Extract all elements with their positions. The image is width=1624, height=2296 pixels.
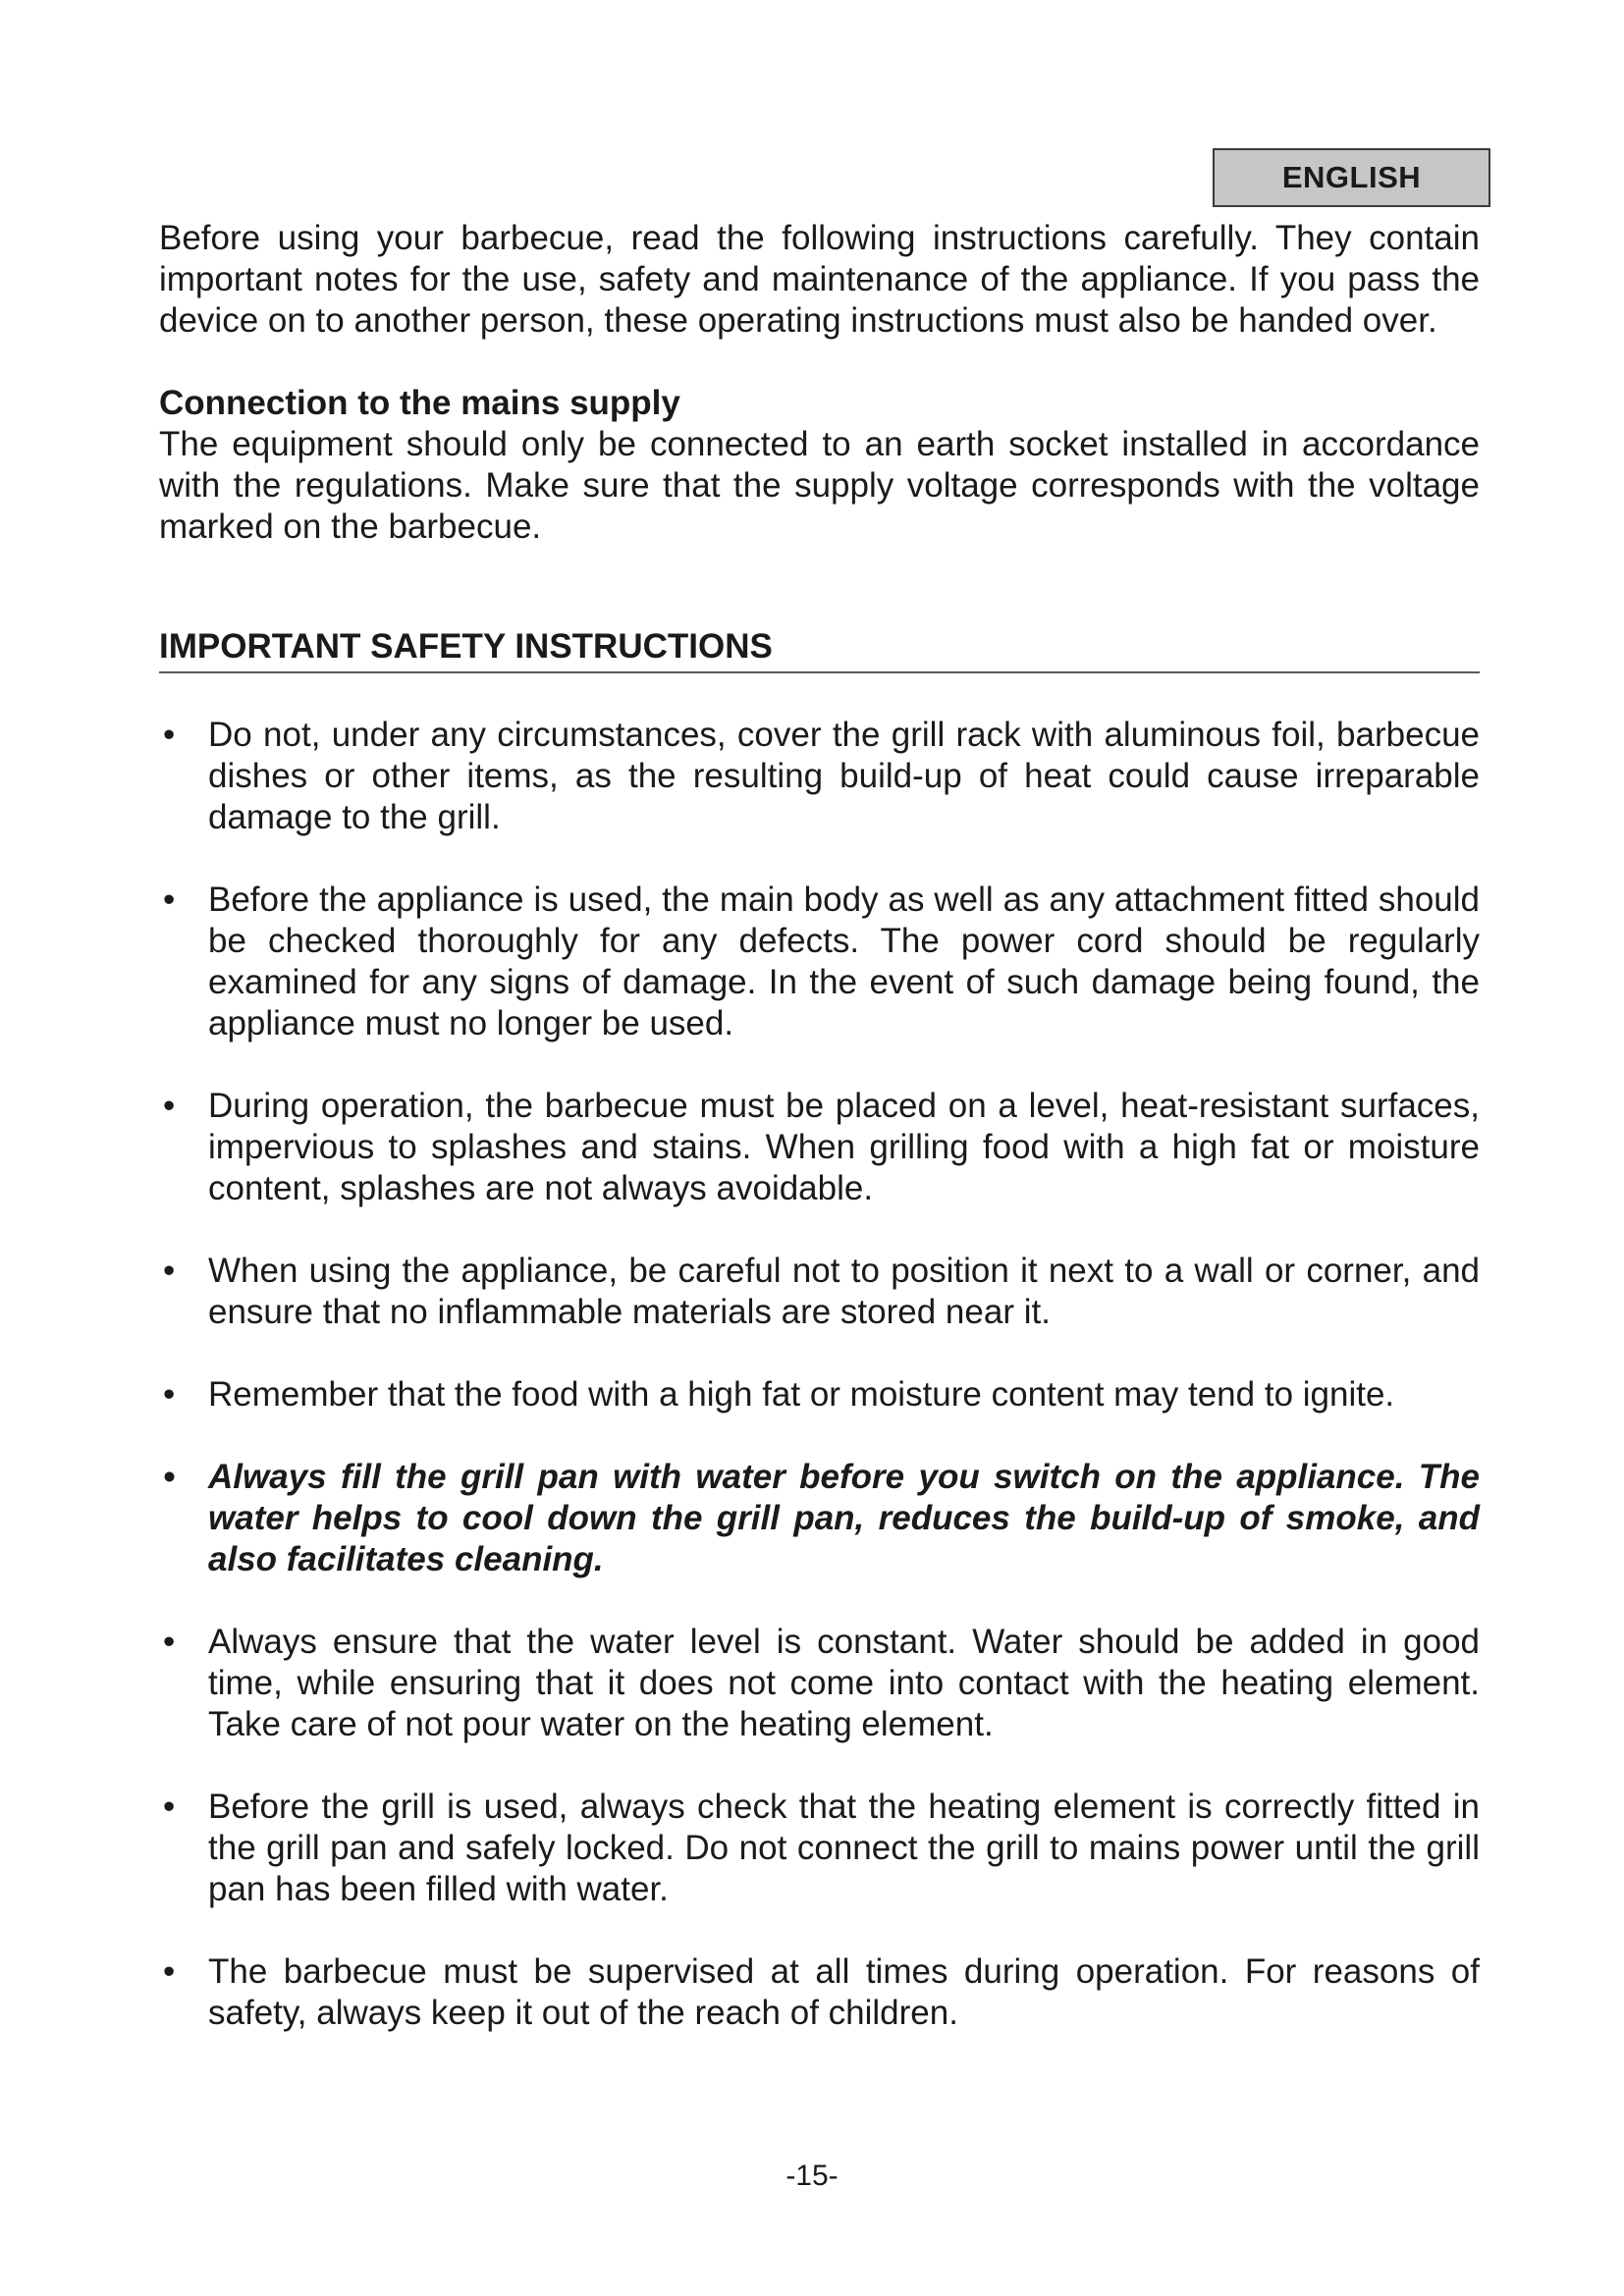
- safety-item-text: When using the appliance, be careful not to position it next to a wall or corner, and ensure that no inflammable materials are stored near it.: [208, 1252, 1480, 1331]
- connection-heading: Connection to the mains supply: [159, 384, 680, 422]
- bullet-icon: •: [163, 1788, 176, 1826]
- safety-item: [159, 1374, 1480, 1415]
- intro-paragraph: Before using your barbecue, read the following instructions carefully. They contain important notes for the use, safety and maintenance of the appliance. If you pass the device on to another person, these operating instructions must also be handed over.: [159, 219, 1480, 340]
- safety-item: [159, 880, 1480, 1044]
- safety-instructions-list: [159, 715, 1480, 2034]
- safety-heading: IMPORTANT SAFETY INSTRUCTIONS: [159, 626, 1480, 673]
- safety-item: [159, 1951, 1480, 2034]
- safety-item-text: Always ensure that the water level is constant. Water should be added in good time, while ensuring that it does not come into contact with the heating element. Take care of not pour water on the heating element.: [208, 1623, 1480, 1743]
- safety-item-text: Do not, under any circumstances, cover the grill rack with aluminous foil, barbecue dishes or other items, as the resulting build-up of heat could cause irreparable damage to the grill.: [208, 716, 1480, 836]
- bullet-icon: •: [163, 1375, 176, 1414]
- safety-item: [159, 1086, 1480, 1209]
- bullet-icon: •: [163, 1952, 176, 1991]
- bullet-icon: •: [163, 1252, 176, 1290]
- bullet-icon: •: [163, 1623, 176, 1661]
- safety-item-text: The barbecue must be supervised at all times during operation. For reasons of safety, always keep it out of the reach of children.: [208, 1952, 1480, 2032]
- page-number: -15-: [785, 2160, 839, 2192]
- safety-item: [159, 1251, 1480, 1333]
- safety-item: [159, 1622, 1480, 1745]
- language-badge: ENGLISH: [1213, 148, 1490, 207]
- safety-item-text: During operation, the barbecue must be placed on a level, heat-resistant surfaces, impervious to splashes and stains. When grilling food with a high fat or moisture content, splashes are not always avoidable.: [208, 1087, 1480, 1207]
- bullet-icon: •: [163, 716, 176, 754]
- safety-item: [159, 1787, 1480, 1910]
- safety-item-text: Always fill the grill pan with water before you switch on the appliance. The water helps to cool down the grill pan, reduces the build-up of smoke, and also facilitates cleaning.: [208, 1458, 1480, 1578]
- safety-item-text: Before the appliance is used, the main body as well as any attachment fitted should be checked thoroughly for any defects. The power cord should be regularly examined for any signs of damage. In the event of such damage being found, the appliance must no longer be used.: [208, 881, 1480, 1042]
- document-body: [159, 218, 1480, 2034]
- bullet-icon: •: [163, 881, 176, 919]
- connection-paragraph: The equipment should only be connected to an earth socket installed in accordance with the regulations. Make sure that the supply voltage corresponds with the voltage marked on the barbecue.: [159, 425, 1480, 546]
- bullet-icon: •: [163, 1087, 176, 1125]
- safety-item-emphasized: [159, 1457, 1480, 1580]
- safety-item: [159, 715, 1480, 838]
- bullet-icon: •: [163, 1458, 176, 1496]
- safety-item-text: Before the grill is used, always check that the heating element is correctly fitted in the grill pan and safely locked. Do not connect the grill to mains power until the grill pan has been filled with water.: [208, 1788, 1480, 1908]
- safety-item-text: Remember that the food with a high fat or moisture content may tend to ignite.: [208, 1375, 1395, 1414]
